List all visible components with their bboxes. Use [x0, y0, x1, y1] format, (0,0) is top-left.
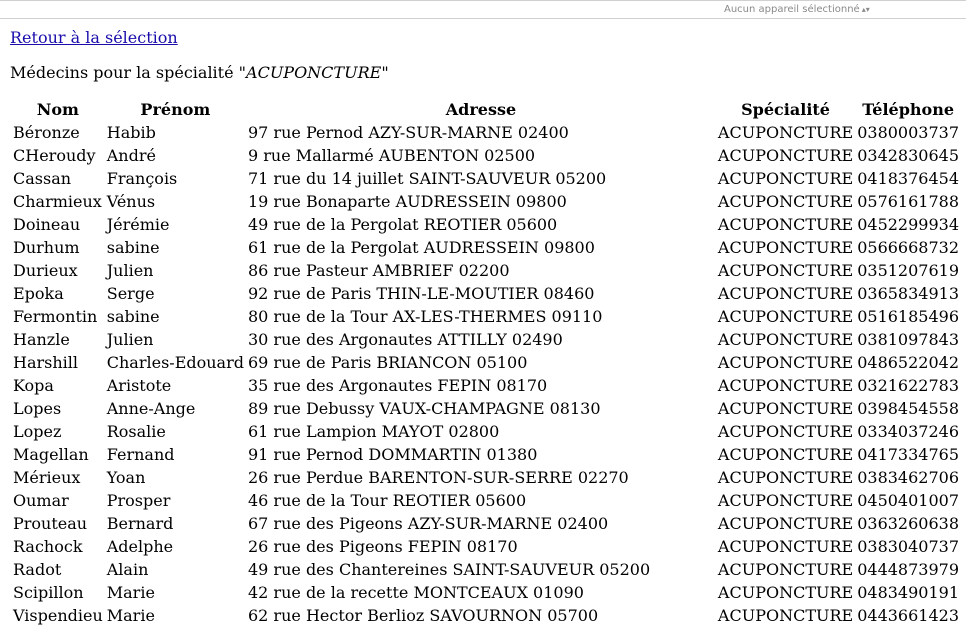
cell-adresse: 67 rue des Pigeons AZY-SUR-MARNE 02400: [247, 514, 609, 533]
back-to-selection-link[interactable]: Retour à la sélection: [10, 28, 178, 47]
cell-specialite: ACUPONCTURE: [717, 192, 854, 211]
table-header-row: [12, 98, 960, 121]
cell-nom: Rachock: [13, 537, 83, 556]
cell-specialite: ACUPONCTURE: [717, 606, 854, 625]
cell-adresse: 97 rue Pernod AZY-SUR-MARNE 02400: [247, 123, 569, 142]
cell-specialite: ACUPONCTURE: [717, 422, 854, 441]
doctors-table: [10, 98, 962, 627]
cell-specialite: ACUPONCTURE: [717, 445, 854, 464]
cell-prenom: sabine: [106, 307, 160, 326]
table-row: [12, 190, 960, 213]
cell-prenom: Yoan: [106, 468, 146, 487]
cell-adresse: 71 rue du 14 juillet SAINT-SAUVEUR 05200: [247, 169, 607, 188]
cell-telephone: 0443661423: [857, 606, 959, 625]
cell-nom: Hanzle: [13, 330, 70, 349]
cell-nom: Scipillon: [13, 583, 84, 602]
cell-prenom: Adelphe: [106, 537, 174, 556]
page-title: [10, 63, 389, 82]
cell-specialite: ACUPONCTURE: [717, 583, 854, 602]
cell-prenom: Charles-Edouard: [106, 353, 244, 372]
cell-adresse: 86 rue Pasteur AMBRIEF 02200: [247, 261, 510, 280]
cell-telephone: 0486522042: [857, 353, 959, 372]
cell-specialite: ACUPONCTURE: [717, 514, 854, 533]
cell-prenom: Bernard: [106, 514, 174, 533]
cell-prenom: André: [106, 146, 156, 165]
cell-nom: Doineau: [13, 215, 81, 234]
cell-prenom: Serge: [106, 284, 155, 303]
cell-nom: Vispendieu: [13, 606, 103, 625]
cell-prenom: Prosper: [106, 491, 171, 510]
title-prefix: Médecins pour la spécialité ": [10, 63, 247, 82]
cell-nom: Durieux: [13, 261, 78, 280]
table-row: [12, 167, 960, 190]
cell-telephone: 0381097843: [857, 330, 959, 349]
cell-nom: Prouteau: [13, 514, 88, 533]
table-row: [12, 512, 960, 535]
table-row: [12, 213, 960, 236]
cell-adresse: 92 rue de Paris THIN-LE-MOUTIER 08460: [247, 284, 595, 303]
table-row: [12, 374, 960, 397]
cell-telephone: 0383462706: [857, 468, 959, 487]
cell-telephone: 0365834913: [857, 284, 959, 303]
cell-specialite: ACUPONCTURE: [717, 560, 854, 579]
cell-telephone: 0576161788: [857, 192, 959, 211]
cell-nom: Mérieux: [13, 468, 81, 487]
table-row: [12, 282, 960, 305]
table-row: [12, 259, 960, 282]
cell-specialite: ACUPONCTURE: [717, 468, 854, 487]
cell-telephone: 0321622783: [857, 376, 959, 395]
cell-telephone: 0483490191: [857, 583, 959, 602]
cell-telephone: 0380003737: [857, 123, 959, 142]
table-row: [12, 328, 960, 351]
cell-nom: Cassan: [13, 169, 72, 188]
cell-telephone: 0417334765: [857, 445, 959, 464]
table-row: [12, 121, 960, 144]
cell-nom: Béronze: [13, 123, 80, 142]
table-row: [12, 489, 960, 512]
cell-specialite: ACUPONCTURE: [717, 353, 854, 372]
cell-nom: Lopes: [13, 399, 62, 418]
cell-specialite: ACUPONCTURE: [717, 261, 854, 280]
cell-adresse: 9 rue Mallarmé AUBENTON 02500: [247, 146, 536, 165]
cell-specialite: ACUPONCTURE: [717, 376, 854, 395]
table-row: [12, 604, 960, 627]
cell-nom: Charmieux: [13, 192, 102, 211]
cell-specialite: ACUPONCTURE: [717, 399, 854, 418]
cell-telephone: 0418376454: [857, 169, 959, 188]
cell-specialite: ACUPONCTURE: [717, 537, 854, 556]
cell-prenom: Aristote: [106, 376, 172, 395]
cell-telephone: 0516185496: [857, 307, 959, 326]
table-row: [12, 305, 960, 328]
cell-specialite: ACUPONCTURE: [717, 330, 854, 349]
header-nom: Nom: [36, 100, 79, 119]
cell-adresse: 19 rue Bonaparte AUDRESSEIN 09800: [247, 192, 567, 211]
cell-nom: Fermontin: [13, 307, 98, 326]
cell-prenom: Rosalie: [106, 422, 166, 441]
header-specialite: Spécialité: [741, 100, 830, 119]
cell-prenom: Marie: [106, 606, 155, 625]
cell-specialite: ACUPONCTURE: [717, 491, 854, 510]
cell-specialite: ACUPONCTURE: [717, 238, 854, 257]
cell-specialite: ACUPONCTURE: [717, 169, 854, 188]
cell-specialite: ACUPONCTURE: [717, 123, 854, 142]
cell-adresse: 62 rue Hector Berlioz SAVOURNON 05700: [247, 606, 599, 625]
cell-adresse: 89 rue Debussy VAUX-CHAMPAGNE 08130: [247, 399, 601, 418]
cell-prenom: Vénus: [106, 192, 156, 211]
table-row: [12, 581, 960, 604]
table-row: [12, 236, 960, 259]
cell-nom: Radot: [13, 560, 62, 579]
cell-specialite: ACUPONCTURE: [717, 284, 854, 303]
header-adresse: Adresse: [445, 100, 517, 119]
cell-specialite: ACUPONCTURE: [717, 307, 854, 326]
cell-telephone: 0450401007: [857, 491, 959, 510]
header-telephone: Téléphone: [862, 100, 954, 119]
cell-prenom: Julien: [106, 261, 154, 280]
cell-nom: Kopa: [13, 376, 54, 395]
table-row: [12, 397, 960, 420]
cell-adresse: 26 rue Perdue BARENTON-SUR-SERRE 02270: [247, 468, 629, 487]
cell-specialite: ACUPONCTURE: [717, 146, 854, 165]
table-row: [12, 535, 960, 558]
cell-prenom: Alain: [106, 560, 149, 579]
table-row: [12, 558, 960, 581]
cell-nom: Harshill: [13, 353, 79, 372]
header-prenom: Prénom: [140, 100, 211, 119]
cell-telephone: 0566668732: [857, 238, 959, 257]
cell-adresse: 46 rue de la Tour REOTIER 05600: [247, 491, 527, 510]
device-toolbar: [0, 0, 966, 19]
page-content: [10, 28, 389, 82]
cell-nom: CHeroudy: [13, 146, 96, 165]
cell-adresse: 61 rue de la Pergolat AUDRESSEIN 09800: [247, 238, 595, 257]
device-select[interactable]: [724, 4, 870, 15]
cell-prenom: François: [106, 169, 178, 188]
cell-prenom: sabine: [106, 238, 160, 257]
cell-adresse: 61 rue Lampion MAYOT 02800: [247, 422, 500, 441]
cell-adresse: 49 rue des Chantereines SAINT-SAUVEUR 05200: [247, 560, 651, 579]
cell-telephone: 0342830645: [857, 146, 959, 165]
cell-adresse: 69 rue de Paris BRIANCON 05100: [247, 353, 528, 372]
table-row: [12, 351, 960, 374]
cell-telephone: 0363260638: [857, 514, 959, 533]
device-select-label: Aucun appareil sélectionné: [724, 4, 860, 15]
cell-telephone: 0383040737: [857, 537, 959, 556]
cell-prenom: Fernand: [106, 445, 175, 464]
cell-telephone: 0452299934: [857, 215, 959, 234]
cell-telephone: 0351207619: [857, 261, 959, 280]
cell-specialite: ACUPONCTURE: [717, 215, 854, 234]
cell-telephone: 0334037246: [857, 422, 959, 441]
cell-prenom: Habib: [106, 123, 156, 142]
cell-prenom: Julien: [106, 330, 154, 349]
cell-telephone: 0444873979: [857, 560, 959, 579]
table-row: [12, 420, 960, 443]
table-row: [12, 443, 960, 466]
table-row: [12, 144, 960, 167]
title-specialty: ACUPONCTURE: [246, 63, 382, 82]
cell-prenom: Anne-Ange: [106, 399, 196, 418]
cell-adresse: 49 rue de la Pergolat REOTIER 05600: [247, 215, 558, 234]
cell-adresse: 26 rue des Pigeons FEPIN 08170: [247, 537, 518, 556]
cell-nom: Lopez: [13, 422, 62, 441]
cell-adresse: 42 rue de la recette MONTCEAUX 01090: [247, 583, 584, 602]
cell-nom: Epoka: [13, 284, 64, 303]
cell-nom: Magellan: [13, 445, 89, 464]
title-suffix: ": [381, 63, 389, 82]
table-row: [12, 466, 960, 489]
cell-adresse: 91 rue Pernod DOMMARTIN 01380: [247, 445, 538, 464]
cell-prenom: Marie: [106, 583, 155, 602]
cell-adresse: 35 rue des Argonautes FEPIN 08170: [247, 376, 548, 395]
cell-adresse: 80 rue de la Tour AX-LES-THERMES 09110: [247, 307, 603, 326]
cell-telephone: 0398454558: [857, 399, 959, 418]
cell-nom: Oumar: [13, 491, 69, 510]
up-down-chevron-icon: ▴▾: [861, 5, 870, 14]
cell-nom: Durhum: [13, 238, 80, 257]
cell-adresse: 30 rue des Argonautes ATTILLY 02490: [247, 330, 563, 349]
cell-prenom: Jérémie: [106, 215, 170, 234]
